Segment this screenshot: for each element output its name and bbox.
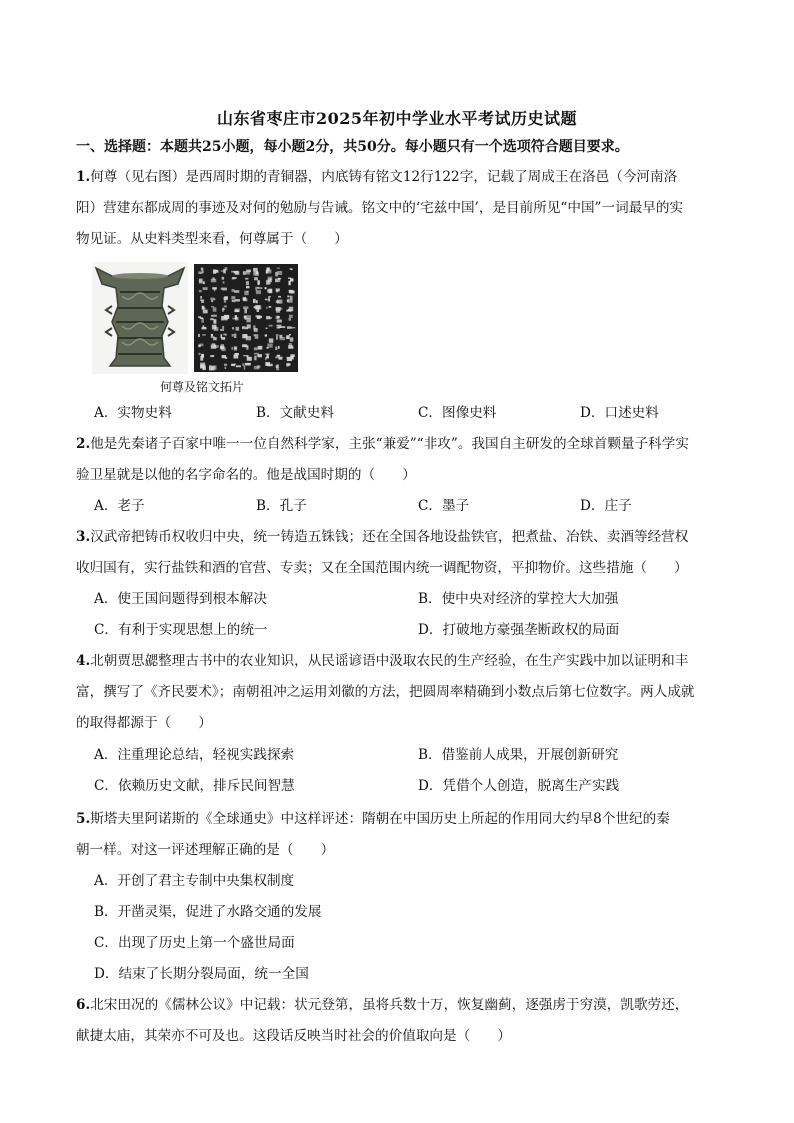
question-text: 汉武帝把铸币权收归中央，统一铸造五铢钱；还在全国各地设盐铁官，把煮盐、冶铁、卖酒等经营权 xyxy=(90,529,689,545)
question-text: 他是先秦诸子百家中唯一一位自然科学家，主张“兼爱”“非攻”。我国自主研发的全球首颗量子科学实 xyxy=(90,436,689,452)
option-c[interactable]: C．出现了历史上第一个盛世局面 xyxy=(94,935,295,951)
question-number: 4. xyxy=(76,653,91,669)
question-4 xyxy=(76,646,748,739)
question-line xyxy=(76,429,748,460)
question-line: 验卫星就是以他的名字命名的。他是战国时期的（ ） xyxy=(76,467,416,483)
option-c[interactable]: C．墨子 xyxy=(418,498,470,514)
inscription-rubbing-image xyxy=(194,264,298,372)
question-line: 献捷太庙，其荣亦不可及也。这段话反映当时社会的价值取向是（ ） xyxy=(76,1028,511,1044)
question-number: 2. xyxy=(76,436,91,452)
option-b[interactable]: B．开凿灵渠，促进了水路交通的发展 xyxy=(94,904,322,920)
question-text: 何尊（见右图）是西周时期的青铜器，内底铸有铭文12行122字，记载了周成王在洛邑（今河南洛 xyxy=(90,169,678,185)
option-d[interactable]: D．打破地方豪强垄断政权的局面 xyxy=(418,622,620,638)
option-d[interactable]: D．凭借个人创造，脱离生产实践 xyxy=(418,778,620,794)
option-b[interactable]: B．借鉴前人成果，开展创新研究 xyxy=(418,747,619,763)
question-1 xyxy=(76,162,748,255)
option-d[interactable]: D．庄子 xyxy=(580,498,632,514)
question-number: 1. xyxy=(76,169,91,185)
question-text: 斯塔夫里阿诺斯的《全球通史》中这样评述：隋朝在中国历史上所起的作用同大约早8个世纪的秦 xyxy=(90,811,670,827)
question-number: 6. xyxy=(76,997,91,1013)
question-number: 5. xyxy=(76,811,91,827)
question-2 xyxy=(76,429,748,491)
option-c[interactable]: C．依赖历史文献，排斥民间智慧 xyxy=(94,778,295,794)
question-line: 朝一样。对这一评述理解正确的是（ ） xyxy=(76,842,335,858)
question-5 xyxy=(76,804,748,866)
question-text: 北朝贾思勰整理古书中的农业知识，从民谣谚语中汲取农民的生产经验，在生产实践中加以证明和丰 xyxy=(90,653,689,669)
question-line: 富，撰写了《齐民要术》；南朝祖冲之运用刘徽的方法，把圆周率精确到小数点后第七位数字。两人成就 xyxy=(76,684,695,700)
question-text: 北宋田况的《儒林公议》中记载：状元登第，虽将兵数十万，恢复幽蓟，逐强虏于穷漠，凯歌劳还， xyxy=(90,997,689,1013)
option-c[interactable]: C．有利于实现思想上的统一 xyxy=(94,622,268,638)
question-line xyxy=(76,804,748,835)
question-line: 收归国有，实行盐铁和酒的官营、专卖；又在全国范围内统一调配物资，平抑物价。这些措施（ ） xyxy=(76,560,688,576)
question-number: 3. xyxy=(76,529,91,545)
exam-title: 山东省枣庄市2025年初中学业水平考试历史试题 xyxy=(216,109,578,128)
option-b[interactable]: B．使中央对经济的掌控大大加强 xyxy=(418,591,619,607)
question-line xyxy=(76,646,748,677)
question-line xyxy=(76,162,748,193)
question-6 xyxy=(76,990,748,1052)
he-zun-figure xyxy=(92,262,302,402)
bronze-vessel-image xyxy=(92,262,188,374)
question-line: 阳）营建东都成周的事迹及对何的勉励与告诫。铭文中的‘宅兹中国’，是目前所见“中国”一词最早的实 xyxy=(76,200,684,216)
option-a[interactable]: A．使王国问题得到根本解决 xyxy=(94,591,267,607)
option-a[interactable]: A．开创了君主专制中央集权制度 xyxy=(94,873,295,889)
question-line: 的取得都源于（ ） xyxy=(76,715,212,731)
figure-caption: 何尊及铭文拓片 xyxy=(160,380,245,394)
section-heading: 一、选择题：本题共25小题，每小题2分，共50分。每小题只有一个选项符合题目要求。 xyxy=(76,139,629,155)
option-c[interactable]: C．图像史料 xyxy=(418,405,497,421)
option-d[interactable]: D．口述史料 xyxy=(580,405,659,421)
question-3 xyxy=(76,522,748,584)
question-line xyxy=(76,522,748,553)
option-a[interactable]: A．老子 xyxy=(94,498,145,514)
question-line xyxy=(76,990,748,1021)
option-d[interactable]: D．结束了长期分裂局面，统一全国 xyxy=(94,966,309,982)
question-line: 物见证。从史料类型来看，何尊属于（ ） xyxy=(76,231,348,247)
option-a[interactable]: A．实物史料 xyxy=(94,405,172,421)
option-b[interactable]: B．孔子 xyxy=(256,498,307,514)
option-b[interactable]: B．文献史料 xyxy=(256,405,334,421)
option-a[interactable]: A．注重理论总结，轻视实践探索 xyxy=(94,747,295,763)
